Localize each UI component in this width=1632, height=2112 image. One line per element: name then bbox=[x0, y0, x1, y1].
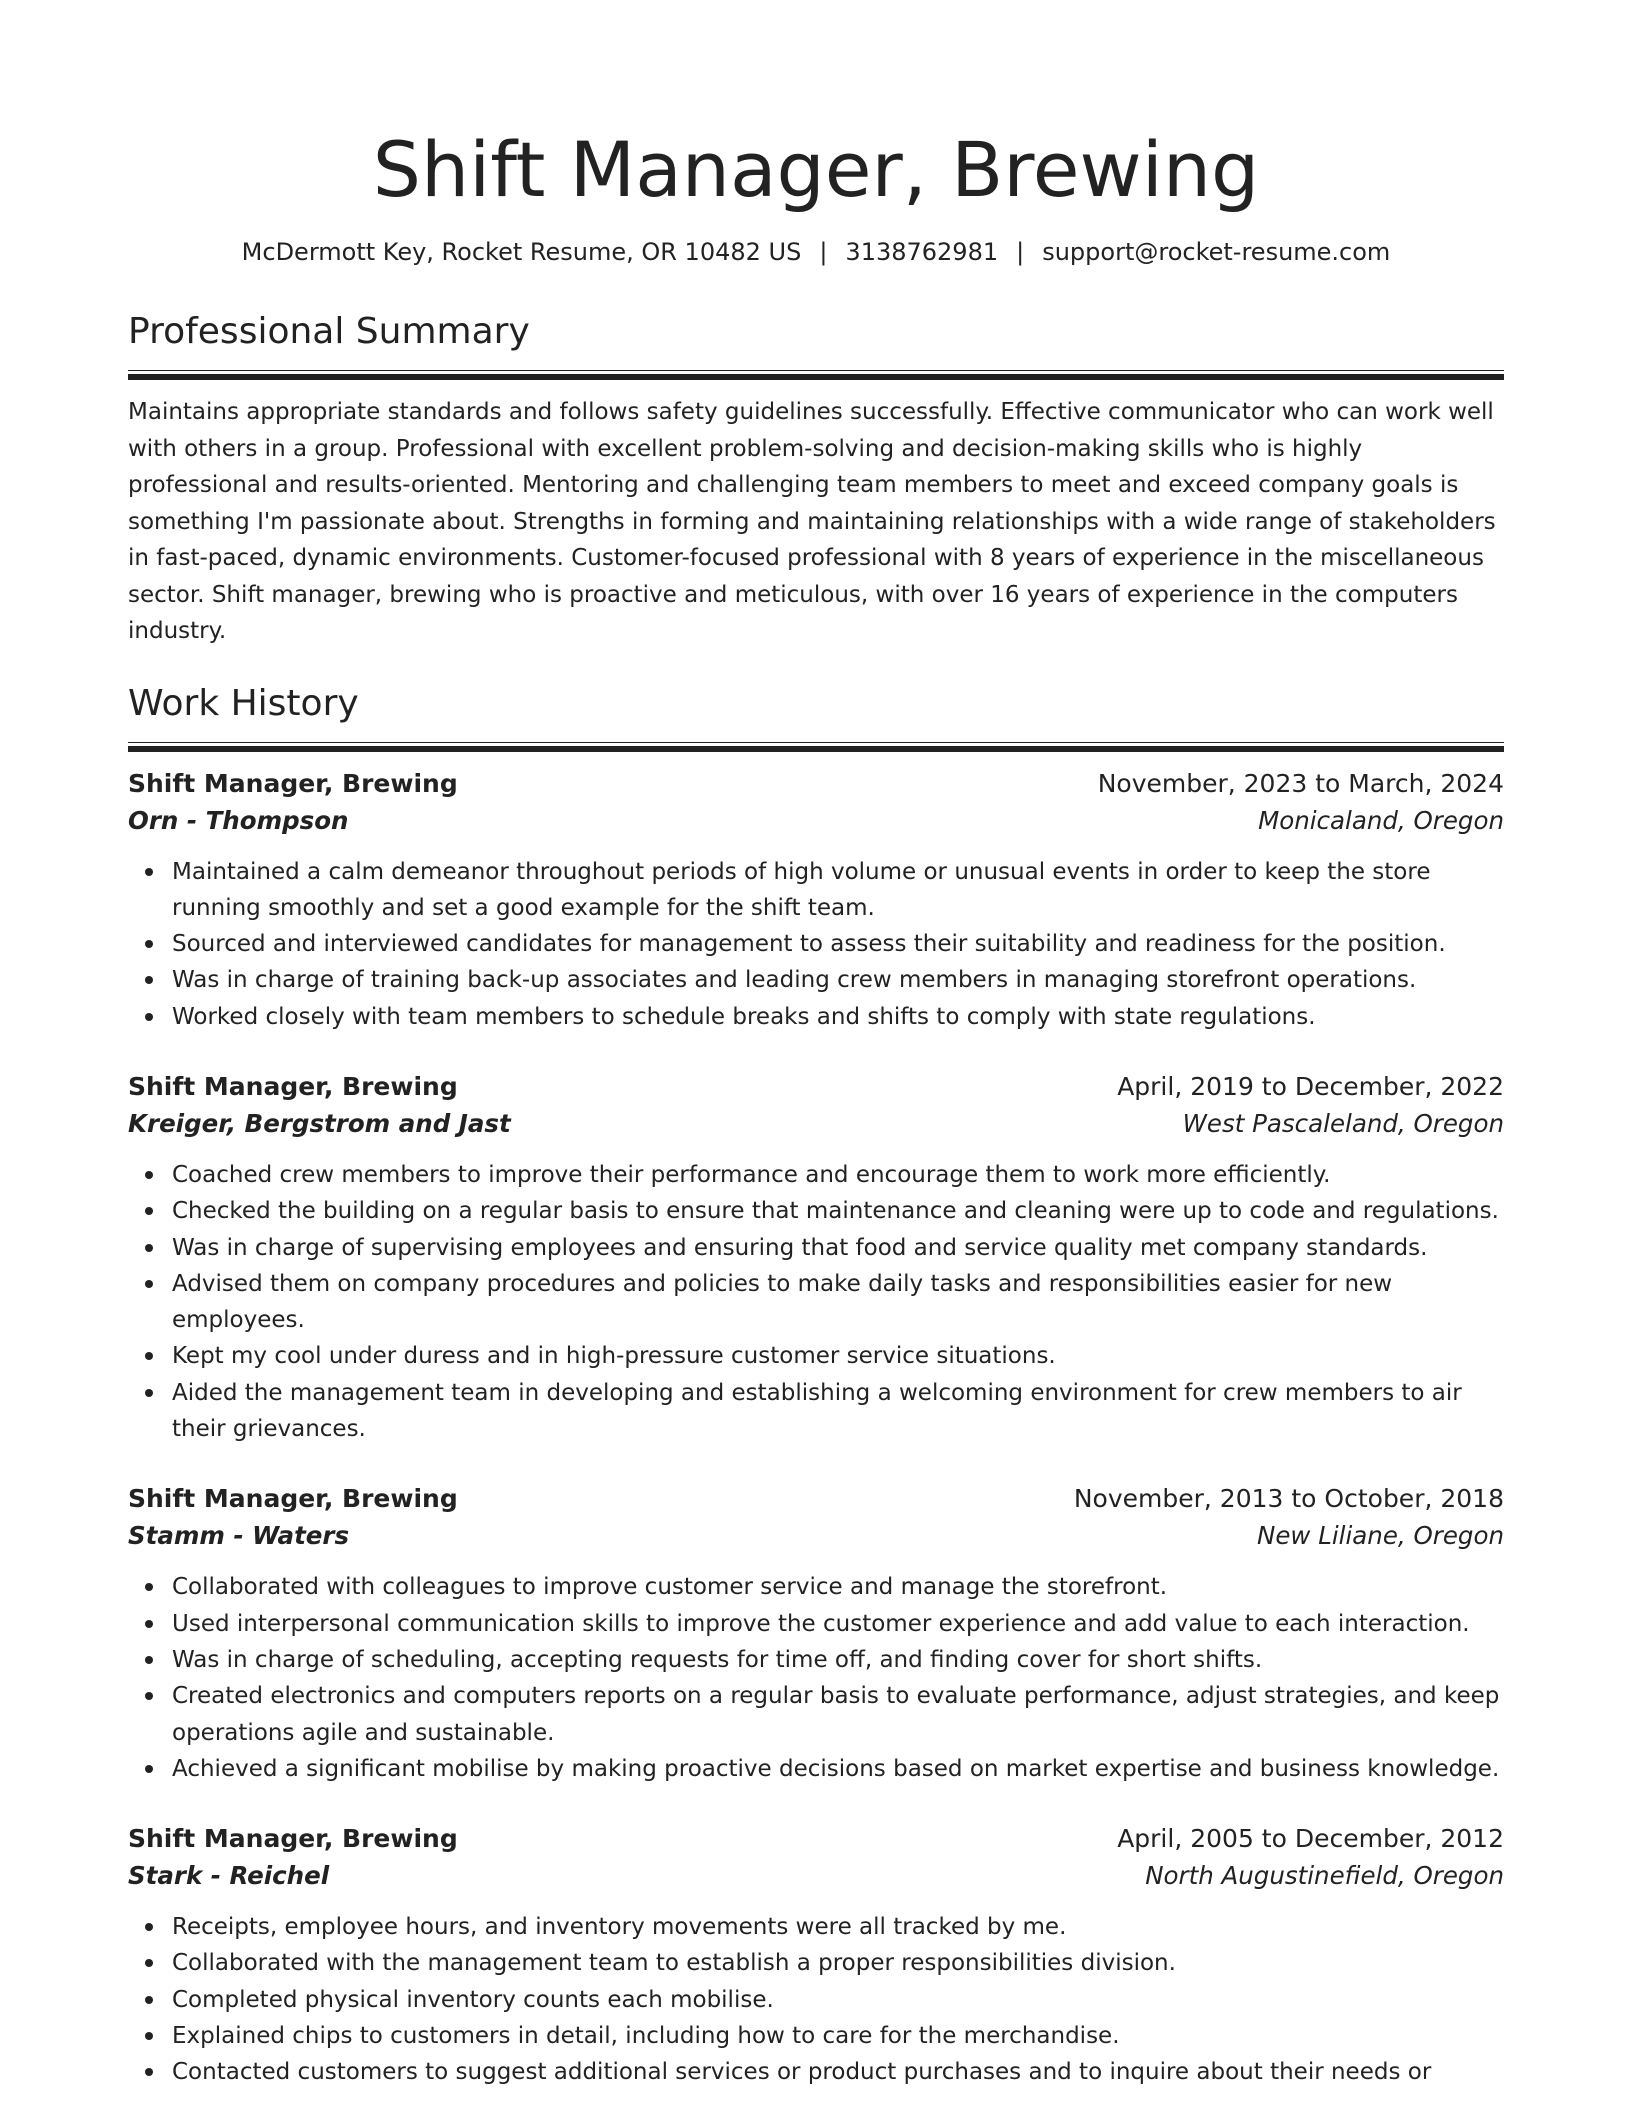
resume-name: Shift Manager, Brewing bbox=[372, 125, 1260, 214]
job-bullet: Sourced and interviewed candidates for management to assess their suitability and readiness for the position. bbox=[172, 926, 1504, 962]
job-dates: November, 2023 to March, 2024 bbox=[1097, 768, 1504, 798]
contact-email: support@rocket-resume.com bbox=[1042, 238, 1391, 266]
contact-separator: | bbox=[1016, 238, 1025, 266]
job-title: Shift Manager, Brewing bbox=[128, 1071, 458, 1101]
job-header-row bbox=[128, 1481, 1504, 1517]
job-entry bbox=[128, 1821, 1504, 2090]
job-title: Shift Manager, Brewing bbox=[128, 1824, 458, 1854]
job-bullet: Completed physical inventory counts each mobilise. bbox=[172, 1982, 1504, 2018]
summary-text: Maintains appropriate standards and follows safety guidelines successfully. Effective communicator who can work well with others in a group. Professional with excellent problem-solving and decision-making skills who is highly professional and results-oriented. Mentoring and challenging team members to meet and exceed company goals is something I'm passionate about. Strengths in forming and maintaining relationships with a wide range of stakeholders in fast-paced, dynamic environments. Customer-focused professional with 8 years of experience in the miscellaneous sector. Shift manager, brewing who is proactive and meticulous, with over 16 years of experience in the computers industry. bbox=[128, 399, 1496, 644]
job-bullet: Advised them on company procedures and policies to make daily tasks and responsibilities easier for new employees. bbox=[172, 1266, 1504, 1339]
job-bullet: Worked closely with team members to schedule breaks and shifts to comply with state regulations. bbox=[172, 999, 1504, 1035]
job-bullets bbox=[128, 1909, 1504, 2090]
job-bullet: Explained chips to customers in detail, including how to care for the merchandise. bbox=[172, 2018, 1504, 2054]
job-bullet: Kept my cool under duress and in high-pressure customer service situations. bbox=[172, 1338, 1504, 1374]
job-bullets bbox=[128, 1569, 1504, 1787]
section-divider bbox=[128, 742, 1504, 746]
job-company-row bbox=[128, 802, 1504, 840]
job-bullet: Collaborated with the management team to establish a proper responsibilities division. bbox=[172, 1945, 1504, 1981]
section-divider bbox=[128, 370, 1504, 374]
work-history-section bbox=[128, 682, 1504, 2091]
job-bullet: Created electronics and computers reports on a regular basis to evaluate performance, adjust strategies, and keep operations agile and sustainable. bbox=[172, 1678, 1504, 1751]
job-bullet: Aided the management team in developing and establishing a welcoming environment for crew members to air their grievances. bbox=[172, 1375, 1504, 1448]
job-bullets bbox=[128, 854, 1504, 1035]
job-bullet: Used interpersonal communication skills to improve the customer experience and add value to each interaction. bbox=[172, 1606, 1504, 1642]
job-bullets bbox=[128, 1157, 1504, 1447]
job-bullet: Achieved a significant mobilise by making proactive decisions based on market expertise and business knowledge. bbox=[172, 1751, 1504, 1787]
job-bullet: Was in charge of scheduling, accepting requests for time off, and finding cover for short shifts. bbox=[172, 1642, 1504, 1678]
job-location: New Liliane, Oregon bbox=[1257, 1521, 1504, 1551]
job-header-row bbox=[128, 1069, 1504, 1105]
job-bullet: Contacted customers to suggest additional services or product purchases and to inquire about their needs or bbox=[172, 2054, 1504, 2090]
job-dates: November, 2013 to October, 2018 bbox=[1073, 1484, 1504, 1514]
contact-address: McDermott Key, Rocket Resume, OR 10482 US bbox=[241, 238, 802, 266]
section-title-work-history: Work History bbox=[128, 682, 359, 724]
job-bullet: Maintained a calm demeanor throughout periods of high volume or unusual events in order to keep the store running smoothly and set a good example for the shift team. bbox=[172, 854, 1504, 927]
job-entry bbox=[128, 1481, 1504, 1787]
job-dates: April, 2005 to December, 2012 bbox=[1117, 1824, 1504, 1854]
job-company: Orn - Thompson bbox=[128, 805, 349, 835]
contact-line bbox=[128, 236, 1504, 268]
job-bullet: Receipts, employee hours, and inventory movements were all tracked by me. bbox=[172, 1909, 1504, 1945]
job-company-row bbox=[128, 1517, 1504, 1555]
job-location: West Pascaleland, Oregon bbox=[1182, 1108, 1504, 1138]
job-title: Shift Manager, Brewing bbox=[128, 768, 458, 798]
job-header-row bbox=[128, 766, 1504, 802]
resume-page bbox=[128, 0, 1504, 2091]
job-bullet: Checked the building on a regular basis to ensure that maintenance and cleaning were up to code and regulations. bbox=[172, 1193, 1504, 1229]
job-bullet: Was in charge of training back-up associates and leading crew members in managing storefront operations. bbox=[172, 962, 1504, 998]
job-location: Monicaland, Oregon bbox=[1258, 805, 1504, 835]
job-header-row bbox=[128, 1821, 1504, 1857]
job-title: Shift Manager, Brewing bbox=[128, 1484, 458, 1514]
job-company: Stark - Reichel bbox=[128, 1861, 330, 1891]
job-entry bbox=[128, 766, 1504, 1035]
job-company-row bbox=[128, 1857, 1504, 1895]
job-entry bbox=[128, 1069, 1504, 1447]
section-title-summary: Professional Summary bbox=[128, 311, 530, 352]
job-company: Kreiger, Bergstrom and Jast bbox=[128, 1108, 511, 1138]
professional-summary-section bbox=[128, 310, 1504, 650]
job-company-row bbox=[128, 1105, 1504, 1143]
contact-phone: 3138762981 bbox=[845, 238, 999, 266]
job-bullet: Coached crew members to improve their performance and encourage them to work more efficiently. bbox=[172, 1157, 1504, 1193]
job-company: Stamm - Waters bbox=[128, 1521, 350, 1551]
job-location: North Augustinefield, Oregon bbox=[1145, 1861, 1504, 1891]
job-dates: April, 2019 to December, 2022 bbox=[1117, 1071, 1504, 1101]
job-bullet: Collaborated with colleagues to improve customer service and manage the storefront. bbox=[172, 1569, 1504, 1605]
contact-separator: | bbox=[819, 238, 828, 266]
job-bullet: Was in charge of supervising employees and ensuring that food and service quality met company standards. bbox=[172, 1230, 1504, 1266]
